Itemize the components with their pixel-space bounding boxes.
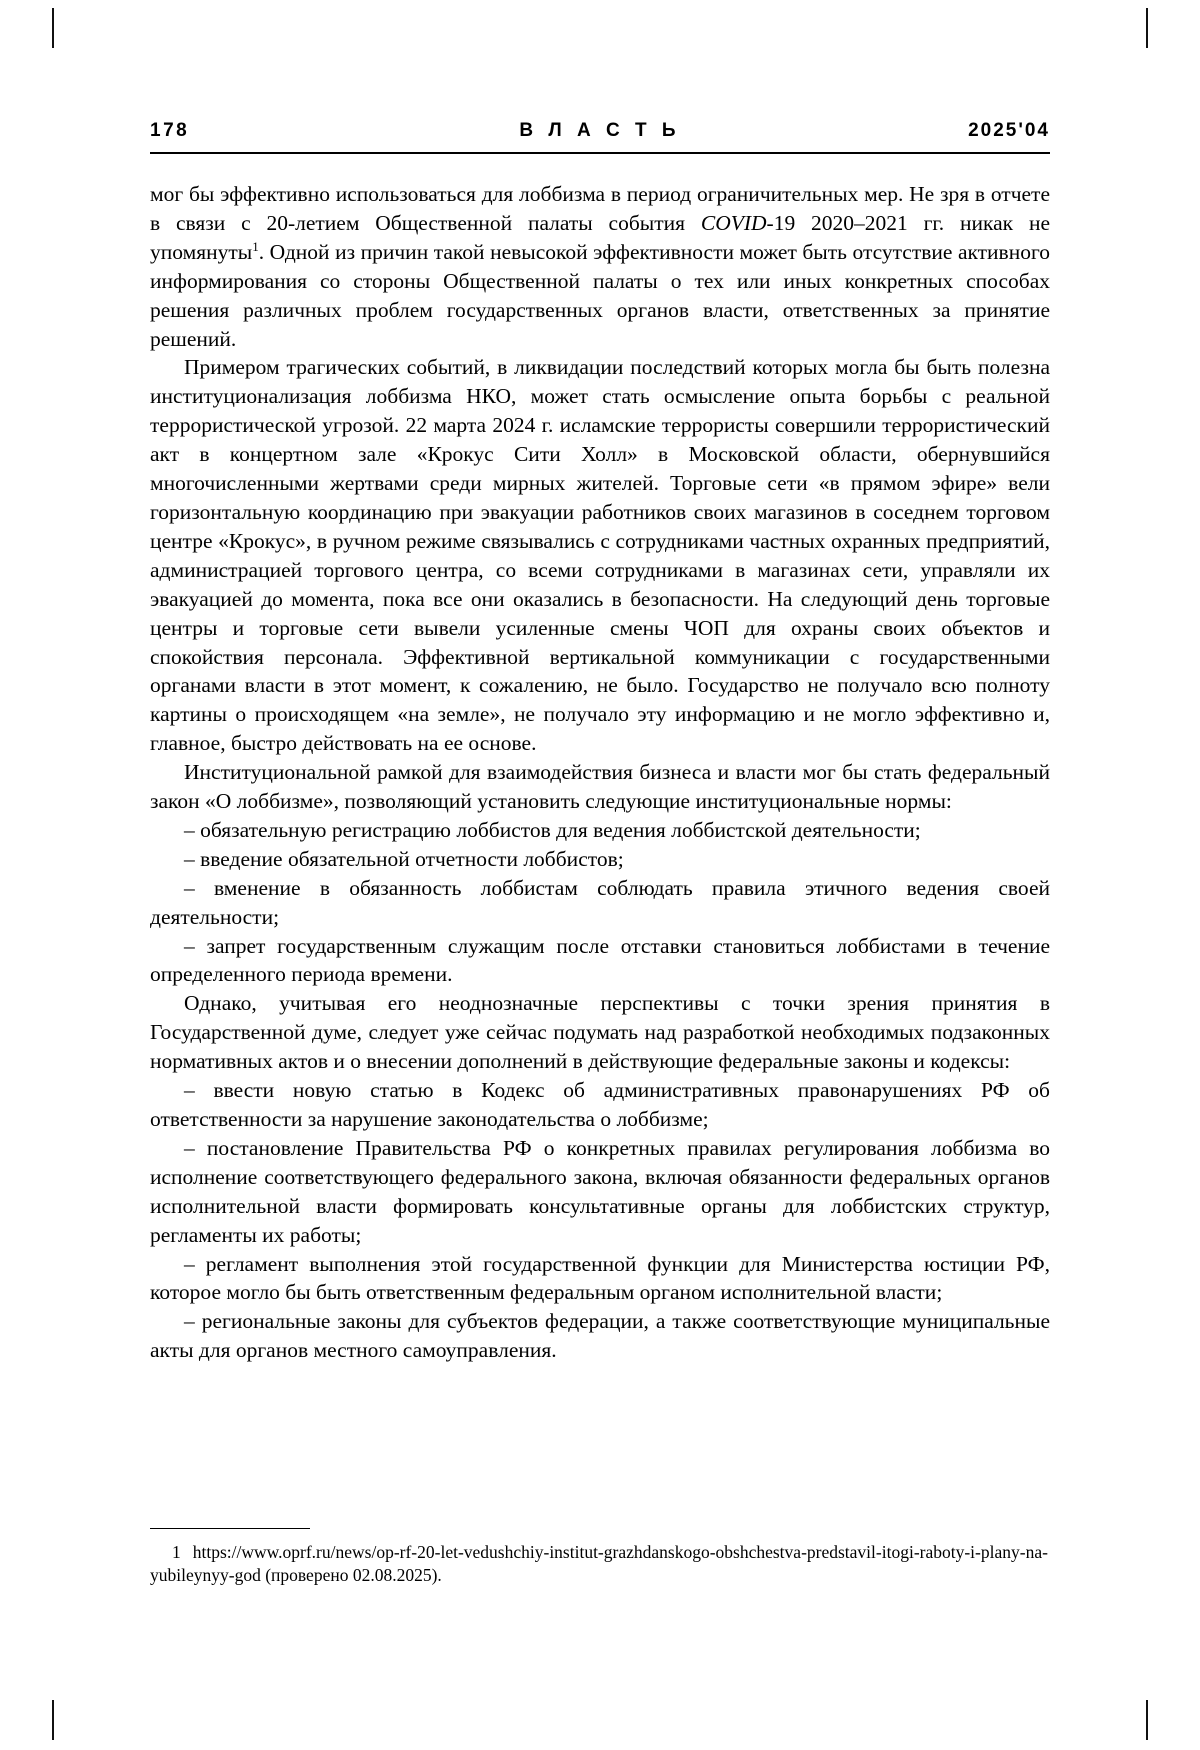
footnote-entry bbox=[150, 1541, 1050, 1588]
list-item: – вменение в обязанность лоббистам соблюдать правила этичного ведения своей деятельности; bbox=[150, 875, 1050, 929]
footnote-marker[interactable]: 1 bbox=[252, 238, 259, 254]
running-head bbox=[150, 120, 1050, 152]
header-rule bbox=[150, 152, 1050, 154]
footnote-rule bbox=[150, 1528, 310, 1529]
paragraph-text-part-1: мог бы эффективно использоваться для лоббизма в период ограничительных мер. Не зря в отчете в связи с 20-летием Общественной палаты события bbox=[150, 182, 1050, 235]
paragraph-text-part-3: . Одной из причин такой невысокой эффективности может быть отсутствие активного информирования со стороны Общественной палаты о тех или иных конкретных способах решения различных проблем государственных органов власти, ответственных за принятие решений. bbox=[150, 239, 1050, 351]
issue-number: 2025'04 bbox=[968, 120, 1050, 141]
list-item: – запрет государственным служащим после отставки становиться лоббистами в течение определенного периода времени. bbox=[150, 933, 1050, 987]
crop-mark-top-left bbox=[52, 8, 54, 48]
footnote-block bbox=[150, 1528, 1050, 1588]
paragraph: Примером трагических событий, в ликвидации последствий которых могла бы быть полезна институционализация лоббизма НКО, может стать осмысление опыта борьбы с реальной террористической угрозой. 22 марта 2024 г. исламские террористы совершили террористический акт в концертном зале «Крокус Сити Холл» в Московской области, обернувшийся многочисленными жертвами среди мирных жителей. Торговые сети «в прямом эфире» вели горизонтальную координацию при эвакуации работников своих магазинов в соседнем торговом центре «Крокус», в ручном режиме связывались с сотрудниками частных охранных предприятий, администрацией торгового центра, со всеми сотрудниками в магазинах сети, управляли их эвакуацией до момента, пока все они оказались в безопасности. На следующий день торговые центры и торговые сети вывели усиленные смены ЧОП для охраны своих объектов и спокойствия персонала. Эффективной вертикальной коммуникации с государственными органами власти в этот момент, к сожалению, не было. Государство не получало всю полноту картины о происходящем «на земле», не получало эту информацию и не могло эффективно и, главное, быстро действовать на ее основе. bbox=[150, 355, 1050, 756]
crop-mark-bottom-right bbox=[1146, 1700, 1148, 1740]
paragraph: Однако, учитывая его неоднозначные перспективы с точки зрения принятия в Государственной думе, следует уже сейчас подумать над разработкой необходимых подзаконных нормативных актов и о внесении дополнений в действующие федеральные законы и кодексы: bbox=[150, 991, 1050, 1074]
list-item: – постановление Правительства РФ о конкретных правилах регулирования лоббизма во исполнение соответствующего федерального закона, включая обязанности федеральных органов исполнительной власти формировать консультативные органы для лоббистских структур, регламенты их работы; bbox=[150, 1135, 1050, 1247]
page-content bbox=[150, 120, 1050, 1365]
body-text bbox=[150, 180, 1050, 1365]
italic-term: COVID bbox=[700, 210, 767, 235]
journal-title: В Л А С Т Ь bbox=[519, 120, 681, 141]
footnote-url-text[interactable]: https://www.oprf.ru/news/op-rf-20-let-vedushchiy-institut-grazhdanskogo-obshchestva-predstavil-itogi-raboty-i-plany-na-yubileynyy-god (проверено 02.08.2025). bbox=[150, 1542, 1048, 1586]
paragraph: Институциональной рамкой для взаимодействия бизнеса и власти мог бы стать федеральный закон «О лоббизме», позволяющий установить следующие институциональные нормы: bbox=[150, 760, 1050, 814]
list-item: – региональные законы для субъектов федерации, а также соответствующие муниципальные акты для органов местного самоуправления. bbox=[150, 1309, 1050, 1363]
list-item: – введение обязательной отчетности лоббистов; bbox=[184, 846, 624, 871]
paragraph-text-part-2: -19 2020–2021 гг. никак не упомянуты bbox=[150, 210, 1050, 264]
crop-mark-bottom-left bbox=[52, 1700, 54, 1740]
list-item: – регламент выполнения этой государственной функции для Министерства юстиции РФ, которое могло бы быть ответственным федеральным органом исполнительной власти; bbox=[150, 1251, 1050, 1305]
list-item: – ввести новую статью в Кодекс об административных правонарушениях РФ об ответственности за нарушение законодательства о лоббизме; bbox=[150, 1078, 1050, 1131]
footnote-number: 1 bbox=[172, 1542, 181, 1562]
page-number: 178 bbox=[150, 120, 190, 141]
crop-mark-top-right bbox=[1146, 8, 1148, 48]
list-item: – обязательную регистрацию лоббистов для ведения лоббистской деятельности; bbox=[184, 817, 921, 842]
paragraph-continuation bbox=[150, 180, 1050, 353]
